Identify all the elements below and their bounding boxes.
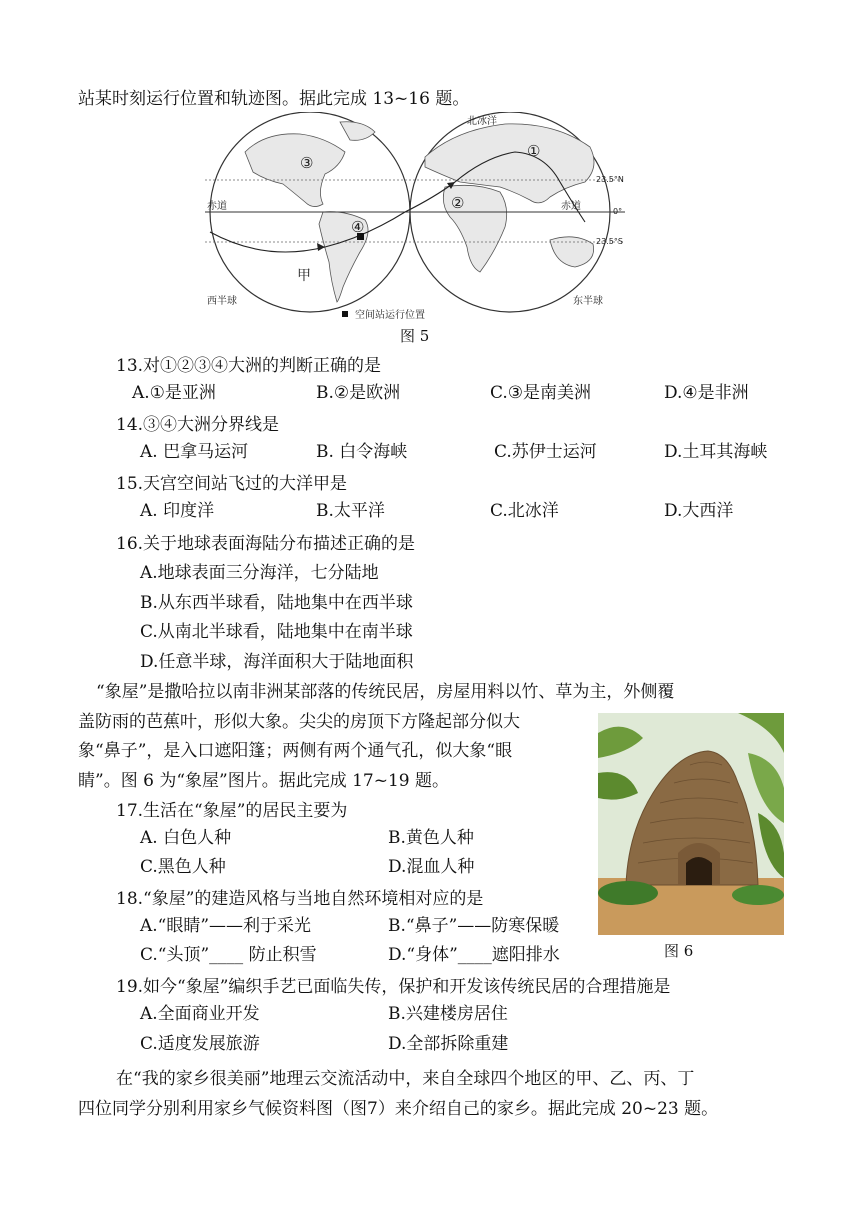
equator-left-label: 赤道 <box>207 201 227 212</box>
q19-option-d[interactable]: D.全部拆除重建 <box>388 1034 509 1054</box>
lat-0-label: 0° <box>613 207 623 216</box>
lat-n-label: 23.5°N <box>596 175 624 184</box>
figure6-caption: 图 6 <box>664 942 694 960</box>
q17-option-b[interactable]: B.黄色人种 <box>388 828 474 848</box>
q18-option-b[interactable]: B.“鼻子”——防寒保暖 <box>388 916 560 936</box>
q18-option-c[interactable]: C.“头顶”____ 防止积雪 <box>140 945 317 965</box>
q13-options <box>0 380 860 406</box>
lat-s-label: 23.5°S <box>596 237 623 246</box>
west-hemisphere-label: 西半球 <box>207 296 237 307</box>
continent-4-label: ④ <box>351 218 365 236</box>
q16-option-c[interactable]: C.从南北半球看，陆地集中在南半球 <box>140 622 413 642</box>
legend-label: 空间站运行位置 <box>355 310 425 321</box>
legend-marker <box>342 311 348 317</box>
north-ice-label: 北冰洋 <box>467 116 497 127</box>
q15-option-d[interactable]: D.大西洋 <box>664 501 734 521</box>
q17-options-row2 <box>0 854 860 880</box>
q18-stem: 18.“象屋”的建造风格与当地自然环境相对应的是 <box>116 889 484 909</box>
q19-options <box>0 1001 860 1027</box>
q15-stem: 15.天宫空间站飞过的大洋甲是 <box>116 474 348 494</box>
q19-stem: 19.如今“象屋”编织手艺已面临失传，保护和开发该传统民居的合理措施是 <box>116 977 671 997</box>
q18-options-row2 <box>0 942 860 968</box>
continent-2-label: ② <box>451 194 465 212</box>
q18-options <box>0 913 860 939</box>
equator-right-label: 赤道 <box>561 201 581 212</box>
q16-option-b[interactable]: B.从东西半球看，陆地集中在西半球 <box>140 593 413 613</box>
q17-options <box>0 825 860 851</box>
q18-option-a[interactable]: A.“眼睛”——利于采光 <box>140 916 312 936</box>
continent-3-label: ③ <box>300 154 314 172</box>
elephant-para-line2: 盖防雨的芭蕉叶，形似大象。尖尖的房顶下方隆起部分似大 <box>78 712 520 732</box>
q17-stem: 17.生活在“象屋”的居民主要为 <box>116 801 348 821</box>
q14-options <box>0 439 860 465</box>
figure6-elephant-house-photo <box>598 713 784 935</box>
elephant-para-line1: “象屋”是撒哈拉以南非洲某部落的传统民居，房屋用料以竹、草为主，外侧覆 <box>96 682 675 702</box>
q15-option-b[interactable]: B.太平洋 <box>316 501 385 521</box>
q17-option-c[interactable]: C.黑色人种 <box>140 857 226 877</box>
q16-option-d[interactable]: D.任意半球，海洋面积大于陆地面积 <box>140 652 414 672</box>
q19-option-a[interactable]: A.全面商业开发 <box>140 1004 260 1024</box>
q16-stem: 16.关于地球表面海陆分布描述正确的是 <box>116 534 416 554</box>
q16-option-a[interactable]: A.地球表面三分海洋，七分陆地 <box>140 563 379 583</box>
climate-para-line1: 在“我的家乡很美丽”地理云交流活动中，来自全球四个地区的甲、乙、丙、丁 <box>116 1069 695 1089</box>
east-hemisphere-label: 东半球 <box>573 296 603 307</box>
ocean-jia-label: 甲 <box>297 268 311 284</box>
climate-para-line2: 四位同学分别利用家乡气候资料图（图7）来介绍自己的家乡。据此完成 20~23 题。 <box>78 1099 719 1119</box>
q19-option-b[interactable]: B.兴建楼房居住 <box>388 1004 508 1024</box>
q14-option-b[interactable]: B. 白令海峡 <box>316 442 408 462</box>
q17-option-d[interactable]: D.混血人种 <box>388 857 475 877</box>
figure5-caption: 图 5 <box>400 327 430 345</box>
q13-option-c[interactable]: C.③是南美洲 <box>490 383 592 403</box>
q14-option-a[interactable]: A. 巴拿马运河 <box>140 442 249 462</box>
intro-line: 站某时刻运行位置和轨迹图。据此完成 13~16 题。 <box>78 89 470 109</box>
q14-option-d[interactable]: D.土耳其海峡 <box>664 442 768 462</box>
q15-option-c[interactable]: C.北冰洋 <box>490 501 559 521</box>
q17-option-a[interactable]: A. 白色人种 <box>140 828 232 848</box>
continent-1-label: ① <box>527 142 541 160</box>
q19-option-c[interactable]: C.适度发展旅游 <box>140 1034 260 1054</box>
q19-options-row2 <box>0 1031 860 1057</box>
elephant-para-line4: 睛”。图 6 为“象屋”图片。据此完成 17~19 题。 <box>78 771 450 791</box>
q13-option-b[interactable]: B.②是欧洲 <box>316 383 401 403</box>
q18-option-d[interactable]: D.“身体”____遮阳排水 <box>388 945 560 965</box>
q13-option-d[interactable]: D.④是非洲 <box>664 383 749 403</box>
q13-option-a[interactable]: A.①是亚洲 <box>132 383 216 403</box>
q15-options <box>0 498 860 524</box>
q14-option-c[interactable]: C.苏伊士运河 <box>494 442 597 462</box>
q14-stem: 14.③④大洲分界线是 <box>116 415 280 435</box>
q13-stem: 13.对①②③④大洲的判断正确的是 <box>116 356 382 376</box>
q15-option-a[interactable]: A. 印度洋 <box>140 501 215 521</box>
figure5-map <box>205 112 625 322</box>
elephant-para-line3: 象“鼻子”，是入口遮阳篷；两侧有两个通气孔，似大象“眼 <box>78 741 513 761</box>
